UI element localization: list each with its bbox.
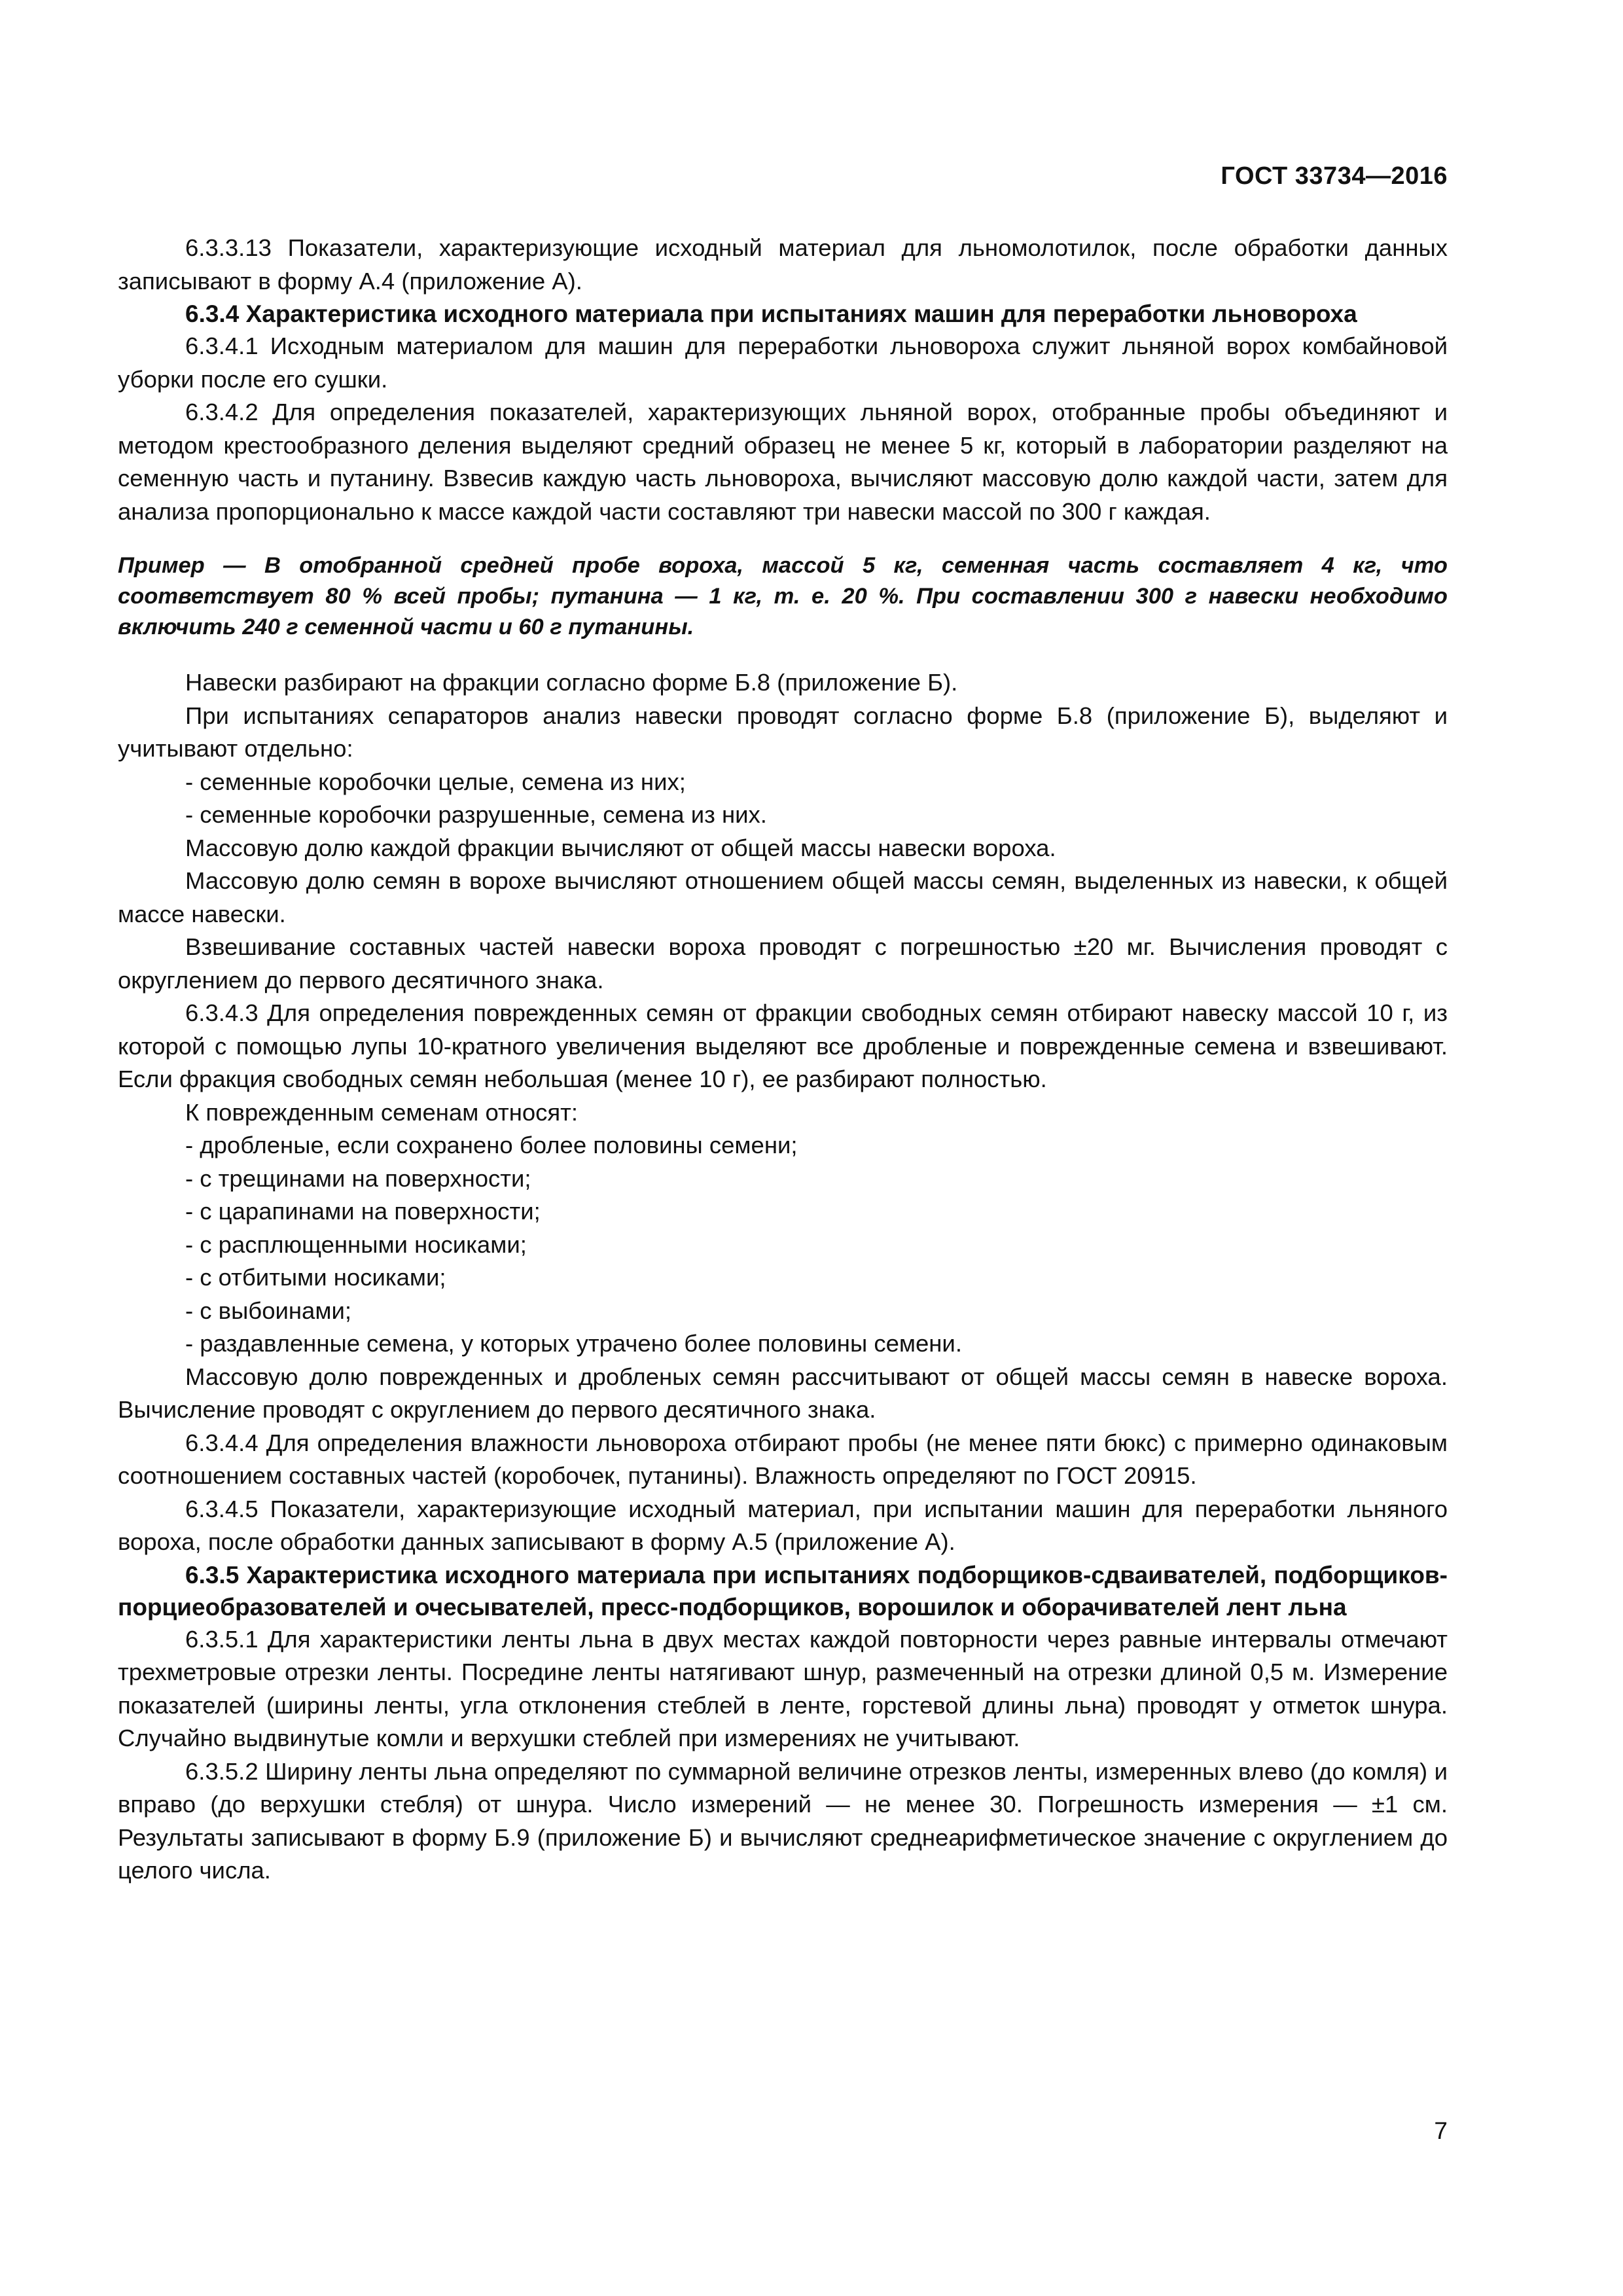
paragraph: Взвешивание составных частей навески вороха проводят с погрешностью ±20 мг. Вычисления проводят с округлением до первого десятичного знака. — [118, 933, 1448, 994]
section-heading: 6.3.4 Характеристика исходного материала при испытаниях машин для переработки льновороха — [185, 300, 1357, 327]
paragraph: Массовую долю семян в ворохе вычисляют отношением общей массы семян, выделенных из навески, к общей массе навески. — [118, 867, 1448, 927]
list-item: - с отбитыми носиками; — [185, 1264, 446, 1291]
paragraph: 6.3.4.5 Показатели, характеризующие исходный материал, при испытании машин для переработки льняного вороха, после обработки данных записывают в форму А.5 (приложение А). — [118, 1495, 1448, 1555]
list-item: - дробленые, если сохранено более половины семени; — [185, 1132, 798, 1158]
paragraph: 6.3.4.4 Для определения влажности льновороха отбирают пробы (не менее пяти бюкс) с примерно одинаковым соотношением составных частей (коробочек, путанины). Влажность определяют по ГОСТ 20915. — [118, 1429, 1448, 1489]
paragraph: При испытаниях сепараторов анализ навески проводят согласно форме Б.8 (приложение Б), выделяют и учитывают отдельно: — [118, 702, 1448, 762]
example-note: Пример — В отобранной средней пробе вороха, массой 5 кг, семенная часть составляет 4 кг, что соответствует 80 % всей пробы; путанина — 1 кг, т. е. 20 %. При составлении 300 г навески необходимо включить 240 г семенной части и 60 г путанины. — [118, 553, 1448, 639]
paragraph: Массовую долю поврежденных и дробленых семян рассчитывают от общей массы семян в навеске вороха. Вычисление проводят с округлением до первого десятичного знака. — [118, 1363, 1448, 1423]
paragraph: 6.3.4.1 Исходным материалом для машин для переработки льновороха служит льняной ворох комбайновой уборки после его сушки. — [118, 332, 1448, 393]
document-body — [118, 232, 1448, 1888]
paragraph: 6.3.3.13 Показатели, характеризующие исходный материал для льномолотилок, после обработки данных записывают в форму А.4 (приложение А). — [118, 234, 1448, 295]
list-item: - с расплющенными носиками; — [185, 1230, 527, 1258]
paragraph: 6.3.4.2 Для определения показателей, характеризующих льняной ворох, отобранные пробы объединяют и методом крестообразного деления выделяют средний образец не менее 5 кг, который в лаборатории разделяют на семенную часть и путанину. Взвесив каждую часть льновороха, вычисляют массовую долю каждой части, затем для анализа пропорционально к массе каждой части составляют три навески массой по 300 г каждая. — [118, 399, 1448, 525]
paragraph: 6.3.5.2 Ширину ленты льна определяют по суммарной величине отрезков ленты, измеренных влево (до комля) и вправо (до верхушки стебля) от шнура. Число измерений — не менее 30. Погрешность измерения — ±1 см. Результаты записывают в форму Б.9 (приложение Б) и вычисляют среднеарифметическое значение с округлением до целого числа. — [118, 1757, 1448, 1884]
paragraph: 6.3.4.3 Для определения поврежденных семян от фракции свободных семян отбирают навеску массой 10 г, из которой с помощью лупы 10-кратного увеличения выделяют все дробленые и поврежденные семена и взвешивают. Если фракция свободных семян небольшая (менее 10 г), ее разбирают полностью. — [118, 999, 1448, 1092]
list-item: - с царапинами на поверхности; — [185, 1198, 541, 1225]
page-number: 7 — [1434, 2117, 1448, 2144]
paragraph: Массовую долю каждой фракции вычисляют от общей массы навески вороха. — [185, 834, 1056, 861]
list-item: - семенные коробочки разрушенные, семена из них. — [185, 801, 767, 828]
document-code: ГОСТ 33734—2016 — [1221, 162, 1448, 190]
list-item: - с выбоинами; — [185, 1297, 351, 1324]
list-item: - с трещинами на поверхности; — [185, 1164, 531, 1192]
list-item: - раздавленные семена, у которых утрачено более половины семени. — [185, 1330, 962, 1357]
paragraph: Навески разбирают на фракции согласно форме Б.8 (приложение Б). — [185, 669, 958, 696]
list-item: - семенные коробочки целые, семена из них; — [185, 768, 686, 795]
section-heading: 6.3.5 Характеристика исходного материала при испытаниях подборщиков-сдваивателей, подборщиков-порциеобразователей и очесывателей, пресс-подборщиков, ворошилок и оборачивателей лент льна — [118, 1561, 1448, 1621]
paragraph: К поврежденным семенам относят: — [185, 1098, 579, 1126]
paragraph: 6.3.5.1 Для характеристики ленты льна в двух местах каждой повторности через равные интервалы отмечают трехметровые отрезки ленты. Посредине ленты натягивают шнур, размеченный на отрезки длиной 0,5 м. Измерение показателей (ширины ленты, угла отклонения стеблей в ленте, горстевой длины льна) проводят у отметок шнура. Случайно выдвинутые комли и верхушки стеблей при измерениях не учитывают. — [118, 1625, 1448, 1751]
